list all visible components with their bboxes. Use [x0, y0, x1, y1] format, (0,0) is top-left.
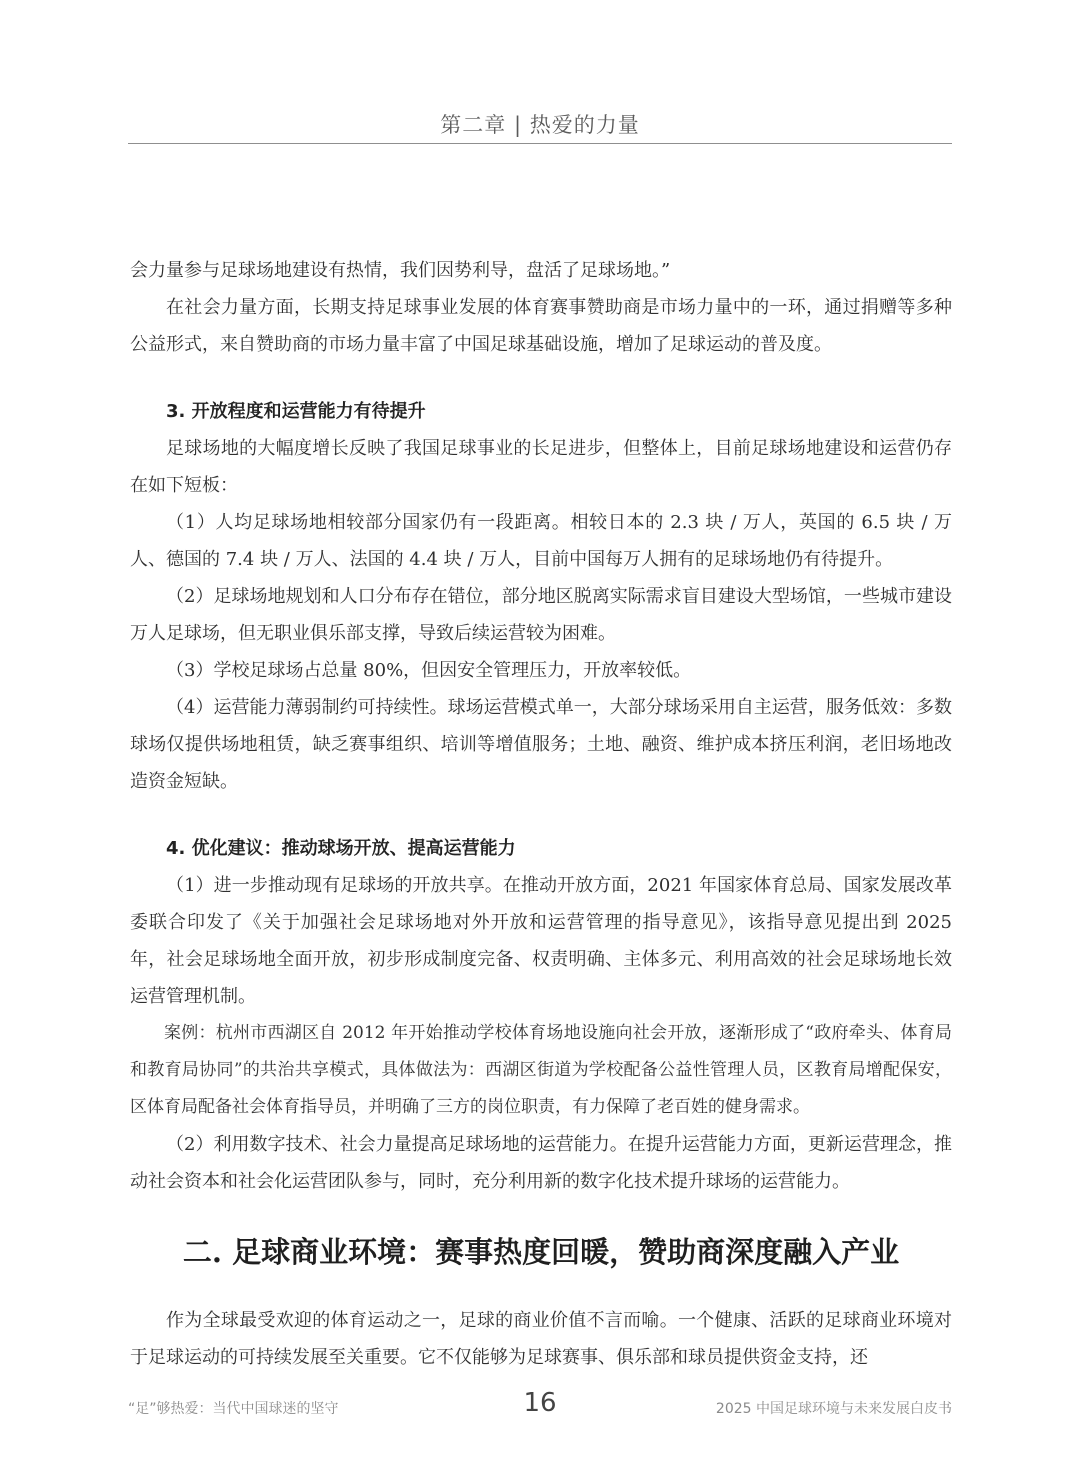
- list-item-operations: （4）运营能力薄弱制约可持续性。球场运营模式单一，大部分球场采用自主运营，服务低效：多数球场仅提供场地租赁，缺乏赛事组织、培训等增值服务；土地、融资、维护成本挤压利润，老旧场地改造资金短缺。: [130, 697, 952, 792]
- list-item-planning: （2）足球场地规划和人口分布存在错位，部分地区脱离实际需求盲目建设大型场馆，一些城市建设万人足球场，但无职业俱乐部支撑，导致后续运营较为困难。: [130, 586, 952, 644]
- paragraph-shortcomings-intro: 足球场地的大幅度增长反映了我国足球事业的长足进步，但整体上，目前足球场地建设和运营仍存在如下短板：: [130, 438, 952, 496]
- list-item-school-fields: （3）学校足球场占总量 80%，但因安全管理压力，开放率较低。: [166, 660, 692, 681]
- section-title-business: 二. 足球商业环境：赛事热度回暖，赞助商深度融入产业: [182, 1235, 900, 1269]
- subheading-suggestions: 4. 优化建议：推动球场开放、提高运营能力: [166, 838, 516, 859]
- paragraph-social-forces: 在社会力量方面，长期支持足球事业发展的体育赛事赞助商是市场力量中的一环，通过捐赠等多种公益形式，来自赞助商的市场力量丰富了中国足球基础设施，增加了足球运动的普及度。: [130, 297, 952, 355]
- chapter-header: 第二章 | 热爱的力量: [440, 113, 640, 137]
- subheading-openness: 3. 开放程度和运营能力有待提升: [166, 401, 426, 422]
- case-study-xihu: 案例：杭州市西湖区自 2012 年开始推动学校体育场地设施向社会开放，逐渐形成了“政府牵头、体育局和教育局协同”的共治共享模式，具体做法为：西湖区街道为学校配备公益性管理人员，区教育局增配保安，区体育局配备社会体育指导员，并明确了三方的岗位职责，有力保障了老百姓的健身需求。: [130, 1023, 952, 1117]
- paragraph-continuation: 会力量参与足球场地建设有热情，我们因势利导，盘活了足球场地。”: [130, 260, 671, 281]
- main-content: [130, 252, 952, 1376]
- list-item-per-capita: （1）人均足球场地相较部分国家仍有一段距离。相较日本的 2.3 块 / 万人，英国的 6.5 块 / 万人、德国的 7.4 块 / 万人、法国的 4.4 块 / 万人，目前中国每万人拥有的足球场地仍有待提升。: [130, 512, 952, 570]
- paragraph-business-intro: 作为全球最受欢迎的体育运动之一，足球的商业价值不言而喻。一个健康、活跃的足球商业环境对于足球运动的可持续发展至关重要。它不仅能够为足球赛事、俱乐部和球员提供资金支持，还: [130, 1310, 952, 1368]
- suggestion-digital-tech: （2）利用数字技术、社会力量提高足球场地的运营能力。在提升运营能力方面，更新运营理念，推动社会资本和社会化运营团队参与，同时，充分利用新的数字化技术提升球场的运营能力。: [130, 1134, 952, 1192]
- page-number: 16: [523, 1388, 557, 1418]
- header-divider: [128, 143, 952, 144]
- footer-report-title: 2025 中国足球环境与未来发展白皮书: [715, 1401, 952, 1417]
- footer-book-title: “足”够热爱：当代中国球迷的坚守: [128, 1401, 339, 1417]
- suggestion-open-sharing: （1）进一步推动现有足球场的开放共享。在推动开放方面，2021 年国家体育总局、国家发展改革委联合印发了《关于加强社会足球场地对外开放和运营管理的指导意见》，该指导意见提出到 2025 年，社会足球场地全面开放，初步形成制度完备、权责明确、主体多元、利用高效的社会足球场地长效运营管理机制。: [130, 875, 952, 1007]
